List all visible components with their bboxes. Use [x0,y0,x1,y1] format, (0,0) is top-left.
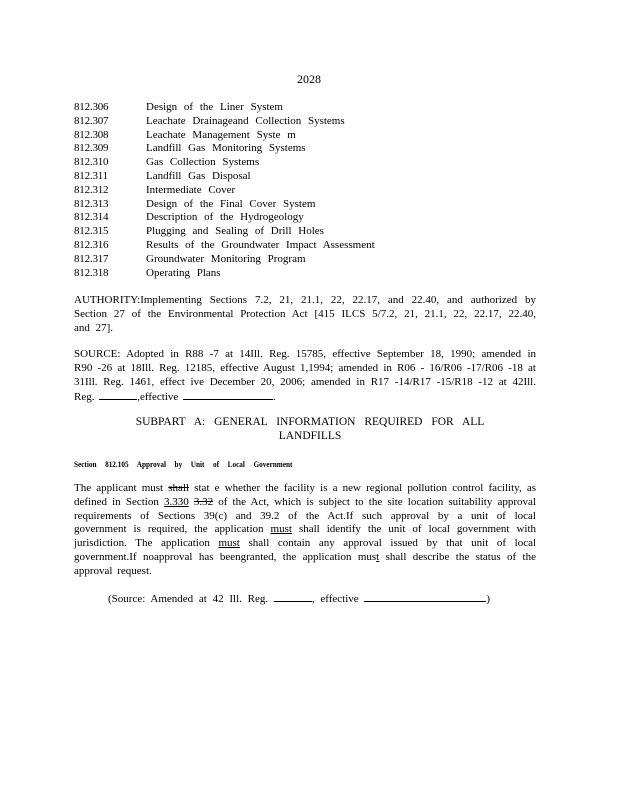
toc-section-title: Landfill Gas Monitoring Systems [146,142,306,155]
toc-section-number: 812.318 [74,266,109,279]
inserted-text: t [376,550,380,563]
toc-section-number: 812.306 [74,101,109,113]
toc-row [74,156,544,170]
deleted-text: 3.32 [193,495,214,508]
body-line: government.If noapproval has beengranted, the application must shall describe the status of the [74,550,536,563]
body-line: defined in Section 3.330 3.32 of the Act, which is subject to the site location suitability approval [74,495,536,508]
toc-section-number: 812.315 [74,225,109,238]
body-paragraph [74,482,536,579]
body-line: government is required, the application must shall identify the unit of local government with [74,523,537,536]
toc-row [74,184,544,198]
toc-row [74,170,544,184]
toc-section-title: Groundwater Monitoring Program [146,252,306,265]
source-blank-1 [99,389,137,400]
toc-section-title: Description of the Hydrogeology [146,211,304,224]
toc-section-title: Design of the Liner System [146,101,283,113]
toc-section-number: 812.313 [74,197,109,210]
toc-row [74,253,544,267]
section-heading: Section 812.105 Approval by Unit of Local Government [74,459,293,469]
toc-section-title: Leachate Drainageand Collection Systems [146,114,345,127]
body-line: approval request. [74,564,152,577]
source-effective-label: ,effective [137,391,179,404]
subpart-line-1: SUBPART A: GENERAL INFORMATION REQUIRED FOR ALL [135,416,485,428]
toc-section-title: Leachate Management Syste m [146,128,296,141]
subpart-heading [130,416,490,444]
toc-section-number: 812.307 [74,114,109,127]
deleted-text: shall [168,482,190,494]
toc-section-number: 812.308 [74,128,109,141]
inserted-text: must [218,537,240,550]
toc-row [74,211,544,225]
source-paragraph: SOURCE: Adopted in R88 -7 at 14Ill. Reg. 15785, effective September 18, 1990; amended in R90 -26 at 18Ill. Reg. 12185, effective August 1,1994; amended in R06 - 16/R06 -17/R06 -18 at 31Ill. Reg. 1461, effect ive December 20, 2006; amended in R17 -14/R17 -15/R18 -12 at 42Ill. Reg. ,effective . [74,348,536,404]
inserted-text: must [270,523,292,536]
body-line: jurisdiction. The application must shall contain any approval issued by that unit of local [74,537,537,550]
toc-row [74,115,544,129]
toc-row [74,129,544,143]
toc-section-number: 812.317 [74,252,109,265]
authority-paragraph: AUTHORITY:Implementing Sections 7.2, 21, 21.1, 22, 22.17, and 22.40, and authorized by Section 27 of the Environmental Protection Act [415 ILCS 5/7.2, 21, 21.1, 22, 22.17, 22.40, and 27]. [74,294,536,334]
toc-section-number: 812.312 [74,183,109,196]
source-note: (Source: Amended at 42 Ill. Reg. , effective ) [108,593,491,605]
toc-section-number: 812.309 [74,142,109,155]
toc-section-title: Landfill Gas Disposal [146,169,251,182]
source-text: SOURCE: Adopted in R88 -7 at 14Ill. Reg. 15785, effective September 18, 1990; amended in R90 -26 at 18Ill. Reg. 12185, effective August 1,1994; amended in R06 - 16/R06 -17/R06 -18 at 31Ill. Reg. 1461, effect ive December 20, 2006; amended in R17 -14/R17 -15/R18 -12 at 42Ill. Reg. [74,348,536,404]
toc-row [74,225,544,239]
subpart-line-2: LANDFILLS [278,429,342,442]
toc-section-number: 812.314 [74,211,109,224]
source-note-blank-2 [364,591,486,602]
body-line: The applicant must shall stat e whether the facility is a new regional pollution control facility, as [74,482,537,494]
inserted-text: 3.330 [163,495,189,508]
toc-section-number: 812.311 [74,169,108,182]
toc-section-number: 812.310 [74,156,109,169]
toc-row [74,267,544,281]
toc-row [74,198,544,212]
toc-section-title: Operating Plans [146,266,221,279]
toc-row [74,239,544,253]
toc-section-title: Plugging and Sealing of Drill Holes [146,225,324,238]
table-of-contents [74,101,544,280]
toc-section-number: 812.316 [74,238,109,251]
source-note-blank-1 [274,591,312,602]
toc-section-title: Intermediate Cover [146,183,236,196]
toc-row [74,142,544,156]
toc-section-title: Results of the Groundwater Impact Assessment [146,238,375,251]
toc-section-title: Gas Collection Systems [146,156,260,169]
page-number: 2028 [297,72,321,86]
toc-section-title: Design of the Final Cover System [146,197,316,210]
source-blank-2 [183,389,273,400]
toc-row [74,101,544,115]
body-line: requirements of Sections 39(c) and 39.2 of the Act.If such approval by a unit of local [74,509,536,522]
